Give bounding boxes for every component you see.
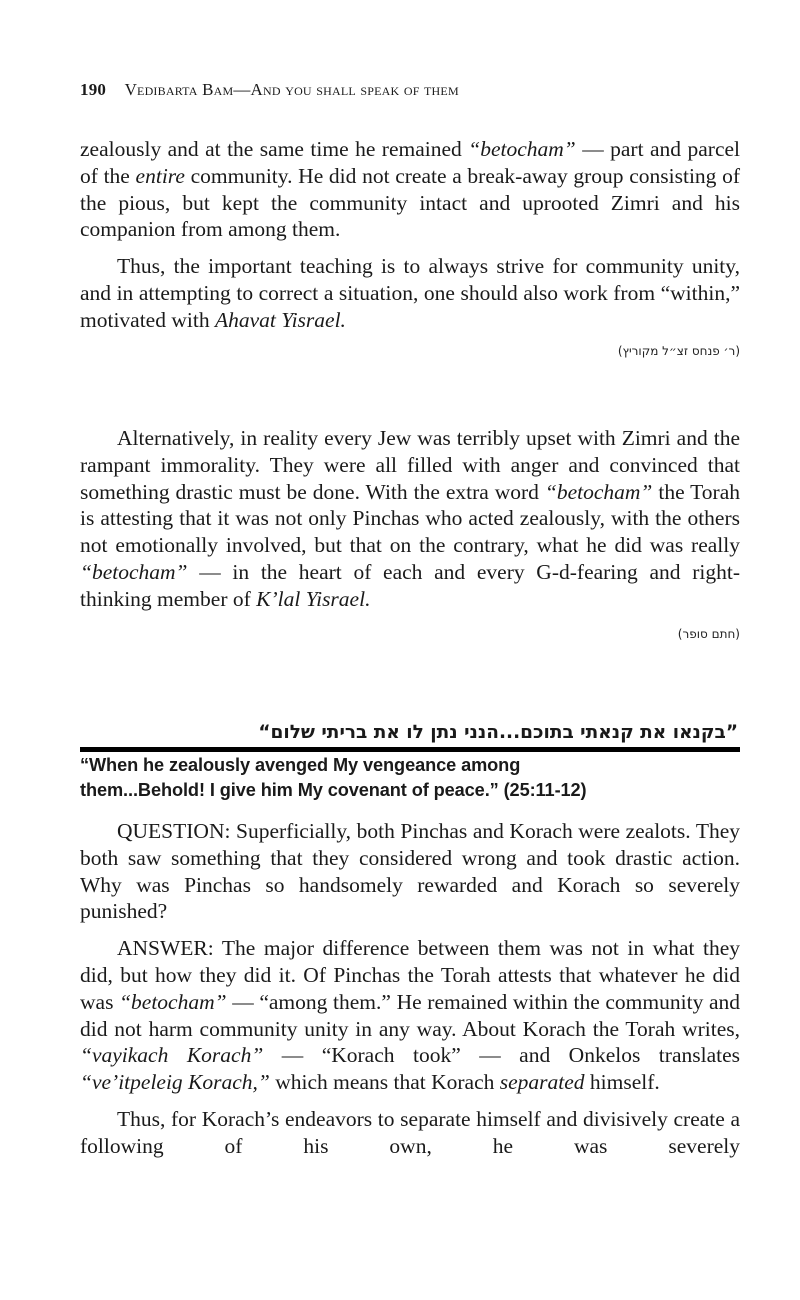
- text-block-2: [80, 425, 740, 647]
- answer-paragraph: ANSWER: The major difference between them was not in what they did, but how they did it. Of Pinchas the Torah attests that whatever he did was “betocham” — “among them.” He remained within the community and did not harm community unity in any way. About Korach the Torah writes, “vayikach Korach” — “Korach took” — and Onkelos translates “ve’itpeleig Korach,” which means that Korach separated himself.: [80, 936, 740, 1095]
- italic-term: “betocham”: [119, 989, 227, 1014]
- italic-term: “betocham”: [468, 137, 576, 161]
- italic-term: Ahavat Yisrael.: [214, 307, 346, 332]
- page-number: 190: [80, 80, 107, 99]
- source-attribution: (ר׳ פנחס זצ״ל מקוריץ): [617, 343, 740, 358]
- text-block-3: [80, 818, 740, 1160]
- italic-emphasis: separated: [499, 1070, 585, 1095]
- running-head: [80, 80, 459, 100]
- italic-term: “ve’itpeleig Korach,”: [80, 1070, 270, 1095]
- closing-paragraph: Thus, for Korach’s endeavors to separate himself and divisively create a following of his own, he was severely: [80, 1106, 740, 1158]
- hebrew-verse-title: ”בקנאו את קנאתי בתוכם...הנני נתן לו את בריתי שלום“: [258, 722, 738, 743]
- english-verse-title: “When he zealously avenged My vengeance among them...Behold! I give him My covenant of peace.” (25:11-12): [80, 755, 587, 800]
- italic-term: “betocham”: [544, 479, 653, 504]
- paragraph: zealously and at the same time he remained “betocham” — part and parcel of the entire community. He did not create a break-away group consisting of the pious, but kept the community intact and uprooted Zimri and his companion from among them.: [80, 137, 741, 242]
- question-paragraph: QUESTION: Superficially, both Pinchas and Korach were zealots. They both saw something that they considered wrong and took drastic action. Why was Pinchas so handsomely rewarded and Korach so severely punished?: [80, 819, 740, 924]
- italic-emphasis: entire: [135, 163, 185, 188]
- paragraph: Alternatively, in reality every Jew was terribly upset with Zimri and the rampant immorality. They were all filled with anger and convinced that something drastic must be done. With the extra word “betocham” the Torah is attesting that it was not only Pinchas who acted zealously, with the others not emotionally involved, but that on the contrary, what he did was really “betocham” — in the heart of each and every G-d-fearing and right-thinking member of K’lal Yisrael.: [80, 426, 741, 611]
- italic-term: “vayikach Korach”: [80, 1043, 264, 1068]
- paragraph: Thus, the important teaching is to always strive for community unity, and in attempting to correct a situation, one should also work from “within,” motivated with Ahavat Yisrael.: [80, 254, 740, 332]
- attribution-row: [80, 338, 740, 365]
- running-title: Vedibarta Bam—And you shall speak of them: [124, 80, 459, 99]
- text-block-1: [80, 136, 740, 364]
- italic-term: K’lal Yisrael.: [256, 586, 371, 611]
- italic-term: “betocham”: [80, 559, 188, 584]
- source-attribution: (חתם סופר): [677, 626, 740, 641]
- section-heading: [80, 722, 740, 803]
- heading-rule: [80, 747, 740, 752]
- attribution-row: [80, 621, 740, 648]
